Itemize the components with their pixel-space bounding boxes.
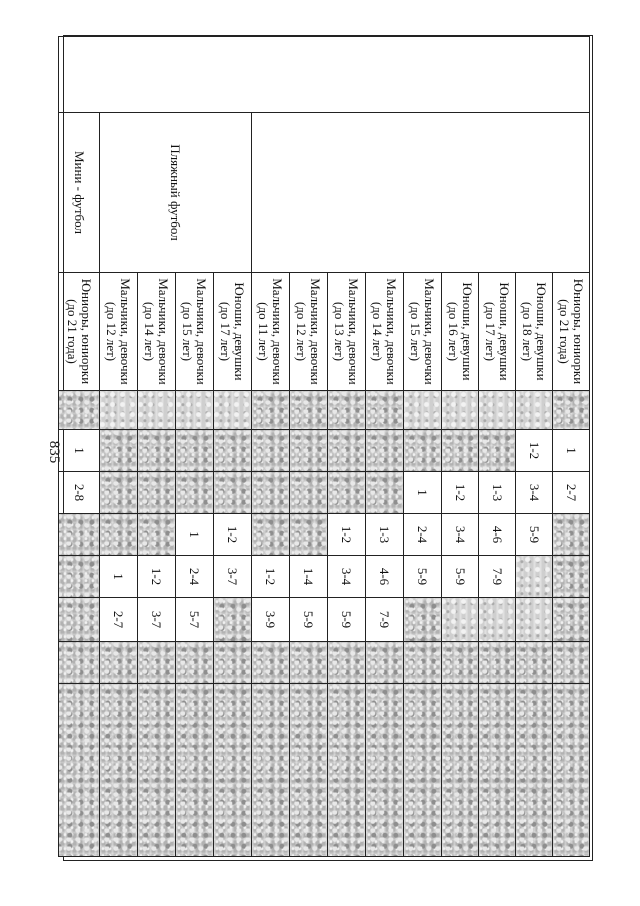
stage-range-cell: 5-7	[176, 598, 214, 642]
shaded-stage-cell	[366, 684, 404, 857]
shaded-stage-cell	[214, 642, 252, 684]
shaded-stage-cell	[176, 430, 214, 472]
shaded-stage-cell	[328, 472, 366, 514]
shaded-stage-cell	[214, 430, 252, 472]
age-group-cell: Мальчики, девочки (до 14 лет)	[138, 273, 176, 391]
shaded-stage-cell	[176, 642, 214, 684]
table-row	[59, 37, 100, 857]
shaded-stage-cell	[442, 391, 479, 430]
shaded-stage-cell	[214, 472, 252, 514]
shaded-stage-cell	[553, 556, 590, 598]
shaded-stage-cell	[100, 391, 138, 430]
stage-range-cell: 1	[100, 556, 138, 598]
age-group-cell: Юноши, девушки (до 17 лет)	[214, 273, 252, 391]
shaded-stage-cell	[328, 391, 366, 430]
age-group-cell: Мальчики, девочки (до 13 лет)	[328, 273, 366, 391]
shaded-stage-cell	[138, 684, 176, 857]
stage-range-cell: 7-9	[479, 556, 516, 598]
age-group-cell: Мальчики, девочки (до 12 лет)	[290, 273, 328, 391]
age-group-cell: Юноши, девушки (до 17 лет)	[479, 273, 516, 391]
shaded-stage-cell	[176, 684, 214, 857]
stage-range-cell: 1-3	[479, 472, 516, 514]
shaded-stage-cell	[138, 642, 176, 684]
stage-range-cell: 4-6	[366, 556, 404, 598]
shaded-stage-cell	[59, 642, 100, 684]
shaded-stage-cell	[290, 391, 328, 430]
age-group-cell: Мальчики, девочки (до 14 лет)	[366, 273, 404, 391]
table-rotated-container	[60, 36, 590, 856]
age-group-cell: Юноши, девушки (до 16 лет)	[442, 273, 479, 391]
shaded-stage-cell	[404, 391, 442, 430]
shaded-stage-cell	[138, 391, 176, 430]
stage-range-cell: 1	[404, 472, 442, 514]
shaded-stage-cell	[59, 684, 100, 857]
page-number: 835	[46, 440, 62, 464]
shaded-stage-cell	[366, 642, 404, 684]
shaded-stage-cell	[479, 684, 516, 857]
age-group-cell: Мальчики, девочки (до 15 лет)	[404, 273, 442, 391]
table-row	[553, 37, 590, 857]
shaded-stage-cell	[516, 642, 553, 684]
shaded-stage-cell	[59, 391, 100, 430]
shaded-stage-cell	[252, 642, 290, 684]
shaded-stage-cell	[252, 514, 290, 556]
stage-range-cell: 1-4	[290, 556, 328, 598]
stage-range-cell: 3-9	[252, 598, 290, 642]
shaded-stage-cell	[442, 684, 479, 857]
sport-cell-upper	[252, 113, 590, 273]
shaded-stage-cell	[553, 514, 590, 556]
shaded-stage-cell	[404, 642, 442, 684]
stage-range-cell: 1-2	[252, 556, 290, 598]
stage-range-cell: 2-7	[553, 472, 590, 514]
shaded-stage-cell	[404, 598, 442, 642]
shaded-stage-cell	[59, 556, 100, 598]
shaded-stage-cell	[328, 642, 366, 684]
shaded-stage-cell	[176, 472, 214, 514]
shaded-stage-cell	[252, 684, 290, 857]
shaded-stage-cell	[176, 391, 214, 430]
shaded-stage-cell	[290, 514, 328, 556]
blank-left-column	[59, 37, 590, 113]
stage-range-cell: 5-9	[442, 556, 479, 598]
shaded-stage-cell	[290, 642, 328, 684]
stage-range-cell: 2-4	[404, 514, 442, 556]
stage-range-cell: 2-4	[176, 556, 214, 598]
stage-range-cell: 1-3	[366, 514, 404, 556]
shaded-stage-cell	[100, 684, 138, 857]
shaded-stage-cell	[366, 430, 404, 472]
stage-range-cell: 1-2	[138, 556, 176, 598]
stage-range-cell: 1-2	[328, 514, 366, 556]
shaded-stage-cell	[479, 598, 516, 642]
stage-range-cell: 3-4	[442, 514, 479, 556]
stage-range-cell: 5-9	[404, 556, 442, 598]
shaded-stage-cell	[214, 391, 252, 430]
shaded-stage-cell	[479, 642, 516, 684]
stage-range-cell: 3-7	[138, 598, 176, 642]
shaded-stage-cell	[516, 598, 553, 642]
shaded-stage-cell	[100, 642, 138, 684]
stage-range-cell: 1-2	[214, 514, 252, 556]
shaded-stage-cell	[214, 598, 252, 642]
shaded-stage-cell	[252, 430, 290, 472]
stage-range-cell: 1	[553, 430, 590, 472]
age-group-cell: Юниоры, юниорки (до 21 года)	[553, 273, 590, 391]
stage-range-cell: 3-7	[214, 556, 252, 598]
sport-beach-football: Пляжный футбол	[100, 113, 252, 273]
shaded-stage-cell	[404, 684, 442, 857]
shaded-stage-cell	[328, 684, 366, 857]
stage-range-cell: 1	[59, 430, 100, 472]
shaded-stage-cell	[290, 430, 328, 472]
shaded-stage-cell	[366, 472, 404, 514]
stage-range-cell: 5-9	[328, 598, 366, 642]
stage-range-cell: 7-9	[366, 598, 404, 642]
shaded-stage-cell	[404, 430, 442, 472]
stage-range-cell: 5-9	[290, 598, 328, 642]
shaded-stage-cell	[553, 598, 590, 642]
age-group-cell: Юниоры, юниорки (до 21 года)	[59, 273, 100, 391]
age-group-cell: Юноши, девушки (до 18 лет)	[516, 273, 553, 391]
shaded-stage-cell	[479, 430, 516, 472]
table-row	[214, 37, 252, 857]
shaded-stage-cell	[59, 514, 100, 556]
shaded-stage-cell	[442, 642, 479, 684]
stage-range-cell: 5-9	[516, 514, 553, 556]
shaded-stage-cell	[516, 684, 553, 857]
stage-range-cell: 1-2	[442, 472, 479, 514]
shaded-stage-cell	[516, 556, 553, 598]
stage-range-cell: 1	[176, 514, 214, 556]
shaded-stage-cell	[553, 684, 590, 857]
shaded-stage-cell	[553, 642, 590, 684]
age-group-cell: Мальчики, девочки (до 12 лет)	[100, 273, 138, 391]
shaded-stage-cell	[479, 391, 516, 430]
age-group-cell: Мальчики, девочки (до 11 лет)	[252, 273, 290, 391]
table-body	[59, 37, 590, 857]
shaded-stage-cell	[328, 430, 366, 472]
age-group-cell: Мальчики, девочки (до 15 лет)	[176, 273, 214, 391]
shaded-stage-cell	[59, 598, 100, 642]
shaded-stage-cell	[516, 391, 553, 430]
sport-mini-football: Мини - футбол	[59, 113, 100, 273]
shaded-stage-cell	[138, 514, 176, 556]
shaded-stage-cell	[100, 514, 138, 556]
shaded-stage-cell	[290, 684, 328, 857]
shaded-stage-cell	[366, 391, 404, 430]
stage-range-cell: 3-4	[516, 472, 553, 514]
shaded-stage-cell	[100, 430, 138, 472]
shaded-stage-cell	[214, 684, 252, 857]
shaded-stage-cell	[252, 391, 290, 430]
shaded-stage-cell	[100, 472, 138, 514]
stage-range-cell: 1-2	[516, 430, 553, 472]
stage-range-cell: 3-4	[328, 556, 366, 598]
stage-range-cell: 2-8	[59, 472, 100, 514]
shaded-stage-cell	[442, 430, 479, 472]
shaded-stage-cell	[442, 598, 479, 642]
stage-range-cell: 2-7	[100, 598, 138, 642]
shaded-stage-cell	[553, 391, 590, 430]
stage-range-cell: 4-6	[479, 514, 516, 556]
shaded-stage-cell	[252, 472, 290, 514]
shaded-stage-cell	[138, 472, 176, 514]
stages-table	[58, 36, 590, 857]
shaded-stage-cell	[290, 472, 328, 514]
shaded-stage-cell	[138, 430, 176, 472]
